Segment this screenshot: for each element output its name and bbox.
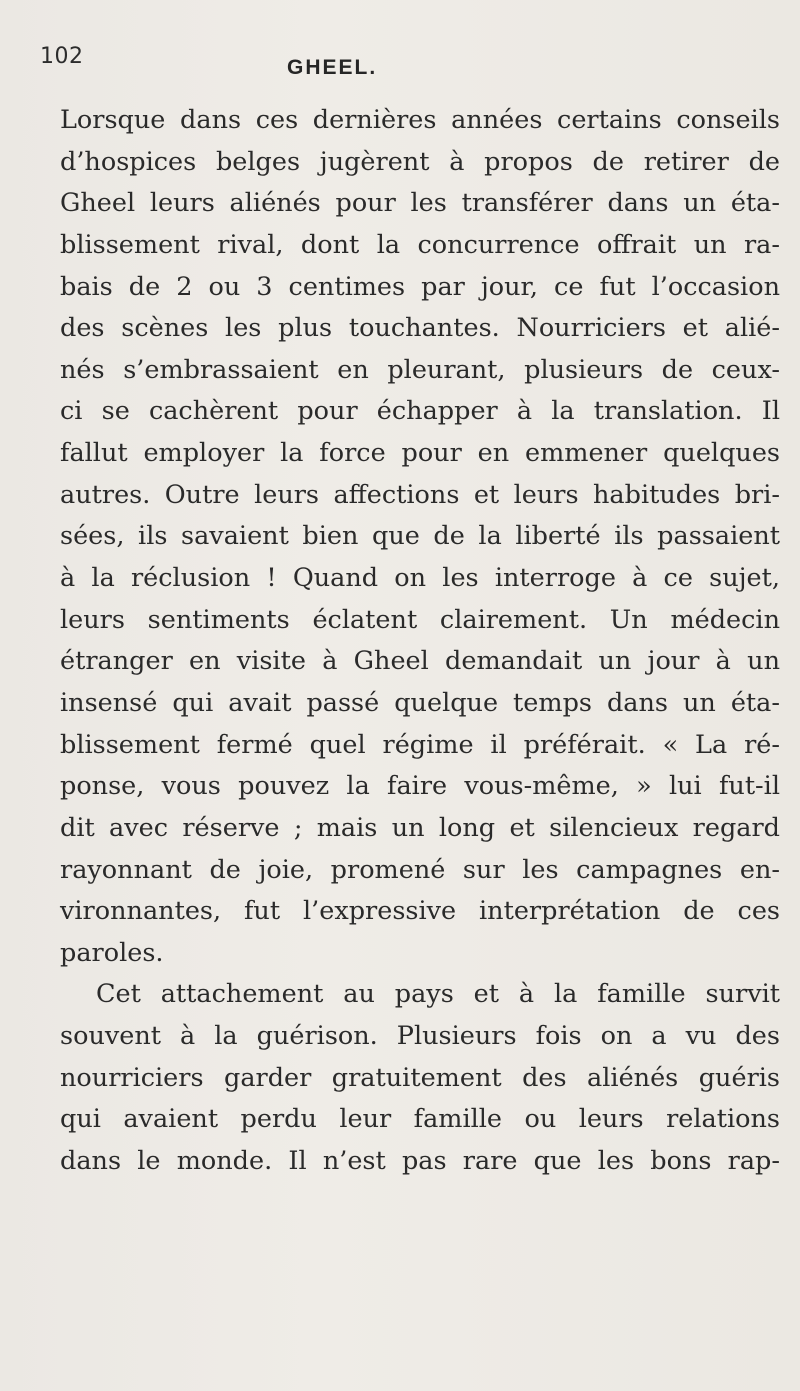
text-line: dit avec réserve ; mais un long et silencieux regard [60, 812, 780, 843]
text-line: rayonnant de joie, promené sur les campagnes en- [60, 854, 780, 885]
text-line: insensé qui avait passé quelque temps dans un éta- [60, 687, 780, 718]
text-line: qui avaient perdu leur famille ou leurs relations [60, 1104, 780, 1135]
text-line: blissement rival, dont la concurrence offrait un ra- [60, 229, 780, 260]
text-line: Cet attachement au pays et à la famille survit [96, 979, 780, 1010]
text-line: autres. Outre leurs affections et leurs habitudes bri- [60, 479, 780, 510]
text-line: des scènes les plus touchantes. Nourriciers et alié- [60, 313, 780, 344]
text-line: blissement fermé quel régime il préférait. « La ré- [60, 729, 780, 760]
text-line: vironnantes, fut l’expressive interprétation de ces [60, 896, 780, 927]
text-line: dans le monde. Il n’est pas rare que les bons rap- [60, 1146, 780, 1177]
text-line: fallut employer la force pour en emmener quelques [60, 438, 780, 469]
text-line: nourriciers garder gratuitement des aliénés guéris [60, 1062, 780, 1093]
text-line: leurs sentiments éclatent clairement. Un médecin [60, 604, 780, 635]
text-line: bais de 2 ou 3 centimes par jour, ce fut l’occasion [60, 271, 780, 302]
text-line: étranger en visite à Gheel demandait un jour à un [60, 646, 780, 677]
text-line: Lorsque dans ces dernières années certains conseils [60, 105, 780, 135]
page-number: 102 [40, 44, 84, 69]
text-line: souvent à la guérison. Plusieurs fois on a vu des [60, 1021, 780, 1052]
text-line: sées, ils savaient bien que de la liberté ils passaient [60, 521, 780, 552]
text-line: ponse, vous pouvez la faire vous-même, » lui fut-il [60, 771, 780, 802]
text-line: ci se cachèrent pour échapper à la translation. Il [60, 396, 780, 427]
text-line: d’hospices belges jugèrent à propos de retirer de [60, 146, 780, 177]
body-text [60, 100, 780, 1183]
text-line: nés s’embrassaient en pleurant, plusieurs de ceux- [60, 354, 780, 385]
text-line: Gheel leurs aliénés pour les transférer dans un éta- [60, 188, 780, 219]
text-line: paroles. [60, 937, 164, 968]
running-head: GHEEL. [287, 56, 378, 79]
text-line: à la réclusion ! Quand on les interroge à ce sujet, [60, 563, 780, 594]
